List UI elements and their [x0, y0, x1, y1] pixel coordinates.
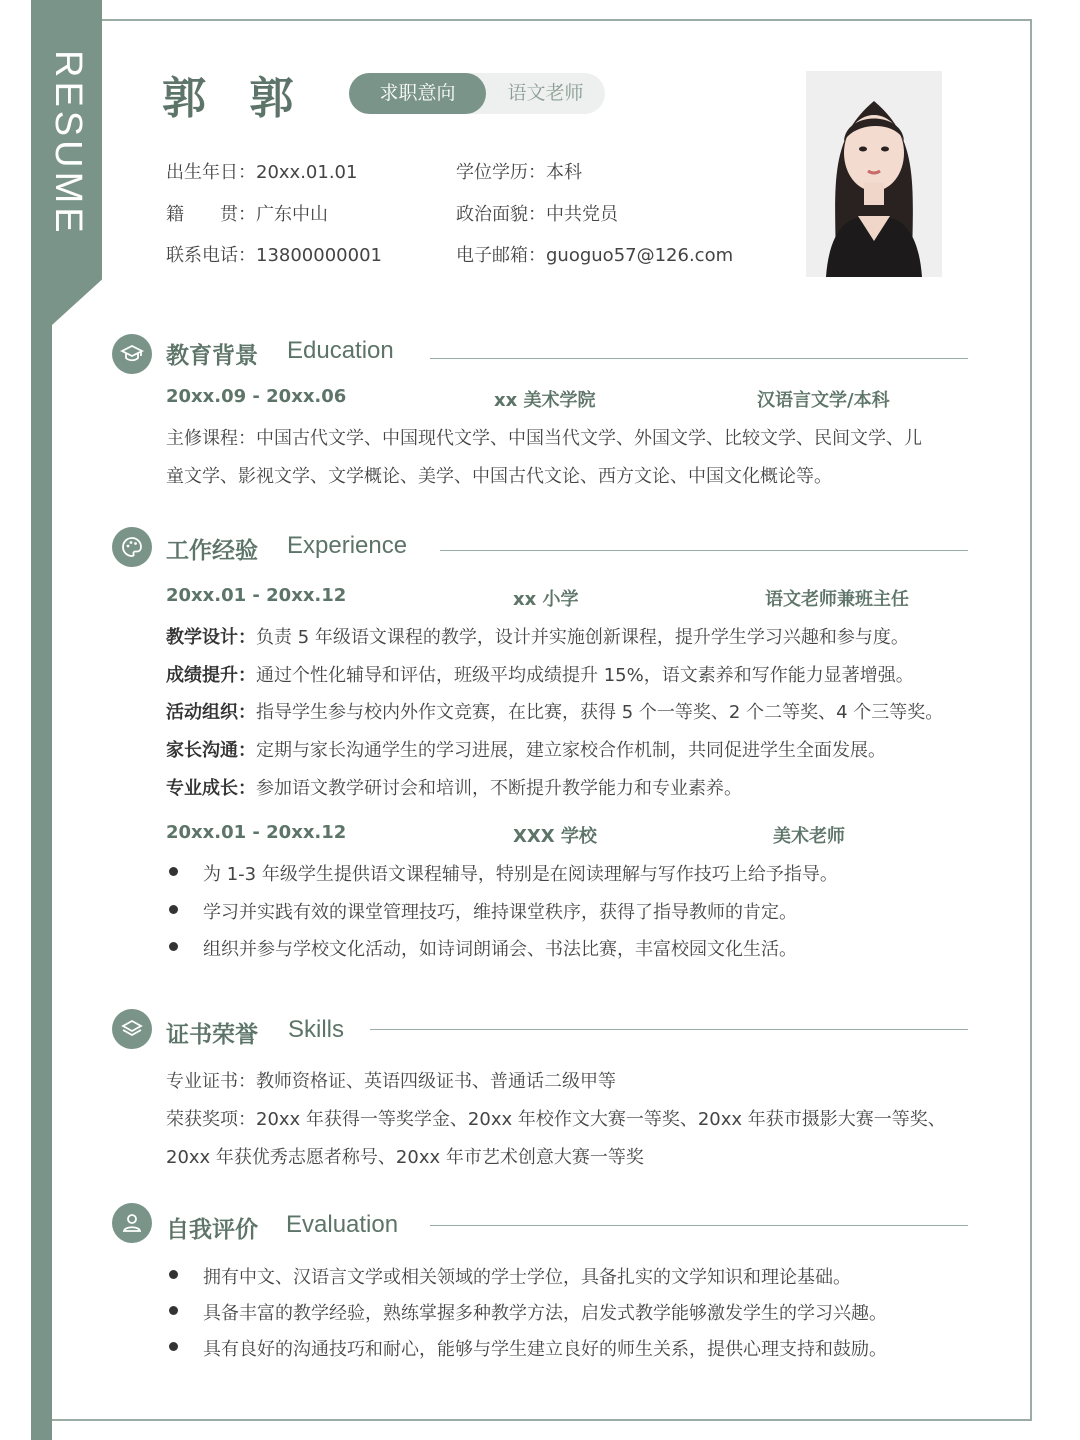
- info-hometown: 籍 贯：广东中山: [166, 204, 328, 225]
- experience-title: 工作经验: [166, 538, 258, 564]
- bullet-dot: [169, 1306, 178, 1315]
- job-intent-value: 语文老师: [507, 82, 584, 104]
- skills-awards-line2: 20xx 年获优秀志愿者称号、20xx 年市艺术创意大赛一等奖: [166, 1147, 644, 1168]
- evaluation-bullet: 具备丰富的教学经验，熟练掌握多种教学方法，启发式教学能够激发学生的学习兴趣。: [203, 1303, 887, 1324]
- profile-photo: [806, 71, 942, 277]
- info-phone: 联系电话：13800000001: [166, 245, 382, 266]
- layers-icon: [112, 1009, 152, 1049]
- job1-item: 教学设计：负责 5 年级语文课程的教学，设计并实施创新课程，提升学生学习兴趣和参与度。: [166, 627, 909, 648]
- education-title-en: Education: [287, 337, 394, 364]
- bullet-dot: [169, 942, 178, 951]
- bullet-dot: [169, 867, 178, 876]
- experience-divider: [440, 550, 968, 551]
- education-courses-line2: 童文学、影视文学、文学概论、美学、中国古代文论、西方文论、中国文化概论等。: [166, 466, 832, 487]
- job1-item: 活动组织：指导学生参与校内外作文竞赛，在比赛，获得 5 个一等奖、2 个二等奖、4 个三等奖。: [166, 702, 944, 723]
- info-birth: 出生年日：20xx.01.01: [166, 162, 358, 183]
- job2-org: XXX 学校: [513, 826, 597, 847]
- job1-item: 专业成长：参加语文教学研讨会和培训，不断提升教学能力和专业素养。: [166, 778, 742, 799]
- skills-awards-line1: 荣获奖项：20xx 年获得一等奖学金、20xx 年校作文大赛一等奖、20xx 年获市摄影大赛一等奖、: [166, 1109, 946, 1130]
- education-divider: [430, 358, 968, 359]
- candidate-name: 郭 郭: [162, 73, 308, 124]
- education-major: 汉语言文学/本科: [757, 390, 890, 411]
- education-period: 20xx.09 - 20xx.06: [166, 386, 347, 407]
- user-icon: [112, 1203, 152, 1243]
- skills-title: 证书荣誉: [166, 1022, 258, 1048]
- job1-role: 语文老师兼班主任: [765, 589, 909, 610]
- ribbon-resume-text: RESUME: [47, 49, 89, 237]
- info-email: 电子邮箱：guoguo57@126.com: [456, 245, 734, 266]
- graduation-cap-icon: [112, 334, 152, 374]
- skills-certificates: 专业证书：教师资格证、英语四级证书、普通话二级甲等: [166, 1071, 616, 1092]
- education-school: xx 美术学院: [494, 390, 596, 411]
- bullet-dot: [169, 1342, 178, 1351]
- bullet-dot: [169, 905, 178, 914]
- skills-title-en: Skills: [288, 1016, 345, 1043]
- frame-bottom-border: [52, 1419, 1032, 1421]
- job1-item: 家长沟通：定期与家长沟通学生的学习进展，建立家校合作机制，共同促进学生全面发展。: [166, 740, 886, 761]
- evaluation-title-en: Evaluation: [286, 1211, 399, 1238]
- job2-bullet: 组织并参与学校文化活动，如诗词朗诵会、书法比赛，丰富校园文化生活。: [203, 939, 797, 960]
- skills-divider: [370, 1029, 968, 1030]
- evaluation-title: 自我评价: [166, 1217, 258, 1243]
- info-political: 政治面貌：中共党员: [456, 204, 618, 225]
- job1-item: 成绩提升：通过个性化辅导和评估，班级平均成绩提升 15%，语文素养和写作能力显著增强。: [166, 665, 914, 686]
- job2-bullet: 学习并实践有效的课堂管理技巧，维持课堂秩序，获得了指导教师的肯定。: [203, 902, 797, 923]
- job1-period: 20xx.01 - 20xx.12: [166, 585, 347, 606]
- frame-top-border: [102, 19, 1032, 21]
- education-title: 教育背景: [166, 343, 258, 369]
- bullet-dot: [169, 1270, 178, 1279]
- frame-right-border: [1030, 19, 1032, 1421]
- evaluation-bullet: 具有良好的沟通技巧和耐心，能够与学生建立良好的师生关系，提供心理支持和鼓励。: [203, 1339, 887, 1360]
- palette-icon: [112, 527, 152, 567]
- info-degree: 学位学历：本科: [456, 162, 582, 183]
- job2-role: 美术老师: [773, 826, 845, 847]
- experience-title-en: Experience: [287, 532, 408, 559]
- job-intent-label: 求职意向: [349, 73, 486, 114]
- education-courses-line1: 主修课程：中国古代文学、中国现代文学、中国当代文学、外国文学、比较文学、民间文学、儿: [166, 428, 922, 449]
- job2-bullet: 为 1-3 年级学生提供语文课程辅导，特别是在阅读理解与写作技巧上给予指导。: [203, 864, 838, 885]
- evaluation-bullet: 拥有中文、汉语言文学或相关领域的学士学位，具备扎实的文学知识和理论基础。: [203, 1267, 851, 1288]
- job2-period: 20xx.01 - 20xx.12: [166, 822, 347, 843]
- job-intent-pill: [349, 73, 605, 114]
- job1-org: xx 小学: [513, 589, 579, 610]
- evaluation-divider: [430, 1225, 968, 1226]
